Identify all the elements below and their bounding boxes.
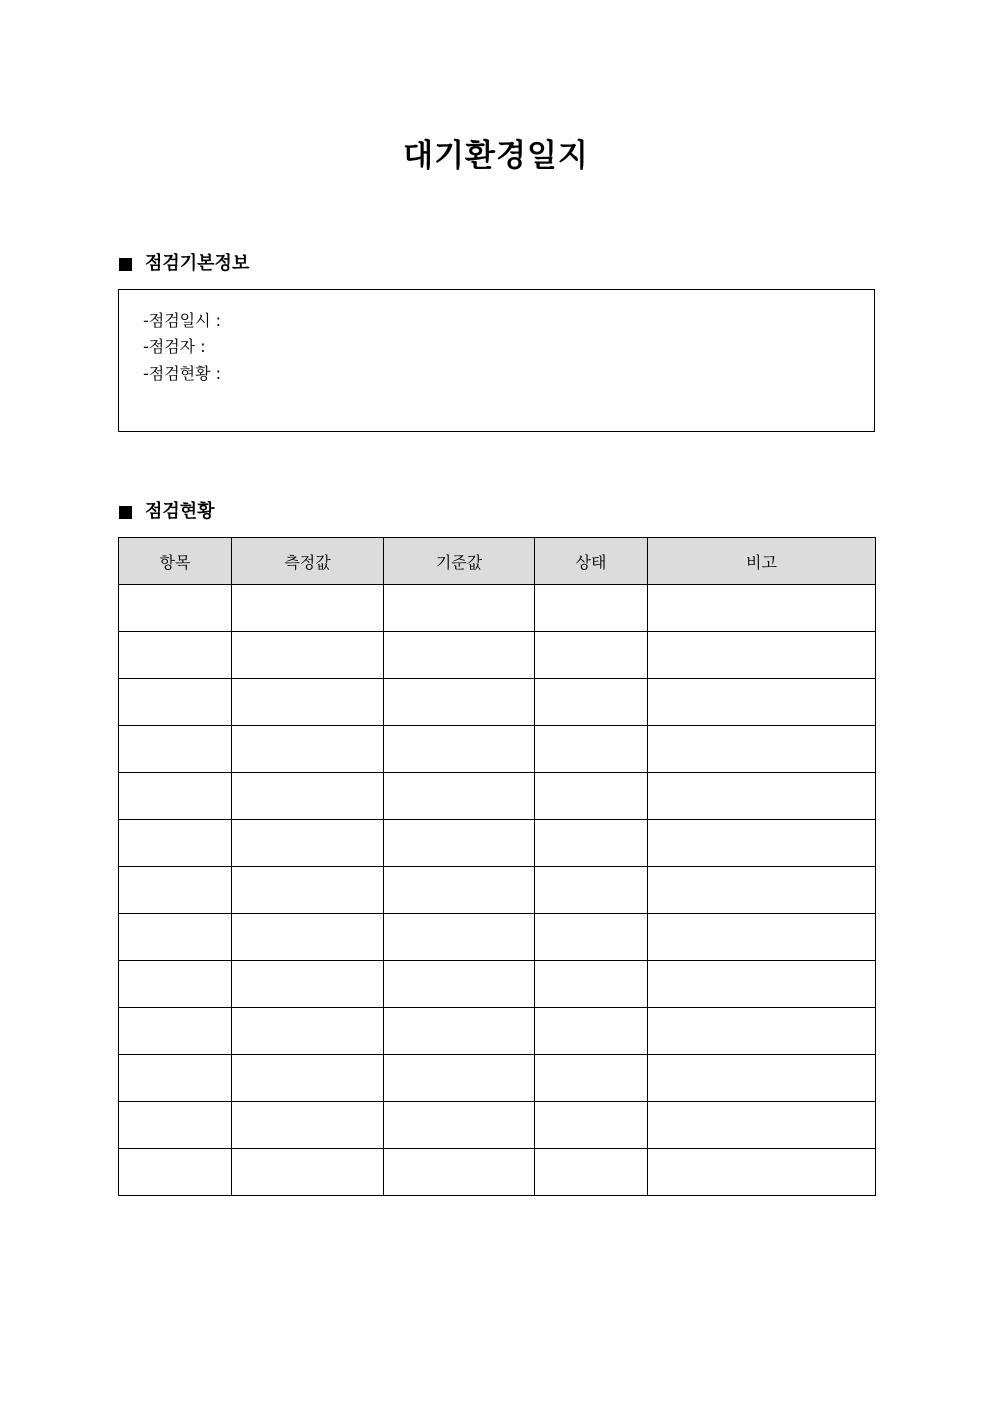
measured-value-cell[interactable] [232, 1149, 384, 1196]
remarks-cell[interactable] [648, 632, 876, 679]
status-cell[interactable] [535, 961, 648, 1008]
remarks-cell[interactable] [648, 1102, 876, 1149]
standard-value-cell[interactable] [384, 679, 535, 726]
measured-value-cell[interactable] [232, 820, 384, 867]
item-cell[interactable] [119, 1149, 232, 1196]
item-cell[interactable] [119, 1055, 232, 1102]
column-header-measured-value: 측정값 [232, 538, 384, 585]
status-cell[interactable] [535, 632, 648, 679]
remarks-cell[interactable] [648, 867, 876, 914]
remarks-cell[interactable] [648, 914, 876, 961]
item-cell[interactable] [119, 773, 232, 820]
table-row [119, 1149, 876, 1196]
table-header-row [119, 538, 876, 585]
remarks-cell[interactable] [648, 585, 876, 632]
measured-value-cell[interactable] [232, 679, 384, 726]
table-row [119, 1102, 876, 1149]
measured-value-cell[interactable] [232, 867, 384, 914]
inspection-date-line: -점검일시 : [143, 311, 222, 330]
standard-value-cell[interactable] [384, 820, 535, 867]
item-cell[interactable] [119, 585, 232, 632]
standard-value-cell[interactable] [384, 632, 535, 679]
measured-value-cell[interactable] [232, 726, 384, 773]
item-cell[interactable] [119, 867, 232, 914]
standard-value-cell[interactable] [384, 585, 535, 632]
table-row [119, 585, 876, 632]
status-cell[interactable] [535, 1055, 648, 1102]
status-cell[interactable] [535, 585, 648, 632]
column-header-remarks: 비고 [648, 538, 876, 585]
table-row [119, 820, 876, 867]
basic-info-box [118, 289, 875, 432]
remarks-cell[interactable] [648, 1008, 876, 1055]
status-cell[interactable] [535, 1102, 648, 1149]
measured-value-cell[interactable] [232, 1008, 384, 1055]
measured-value-cell[interactable] [232, 632, 384, 679]
page-title: 대기환경일지 [403, 138, 589, 174]
remarks-cell[interactable] [648, 961, 876, 1008]
standard-value-cell[interactable] [384, 914, 535, 961]
column-header-item: 항목 [119, 538, 232, 585]
table-row [119, 1008, 876, 1055]
inspection-table [118, 537, 876, 1196]
remarks-cell[interactable] [648, 726, 876, 773]
standard-value-cell[interactable] [384, 773, 535, 820]
status-cell[interactable] [535, 867, 648, 914]
measured-value-cell[interactable] [232, 914, 384, 961]
square-bullet-icon [119, 506, 132, 519]
remarks-cell[interactable] [648, 820, 876, 867]
item-cell[interactable] [119, 914, 232, 961]
table-row [119, 726, 876, 773]
measured-value-cell[interactable] [232, 961, 384, 1008]
standard-value-cell[interactable] [384, 867, 535, 914]
measured-value-cell[interactable] [232, 1102, 384, 1149]
status-cell[interactable] [535, 914, 648, 961]
standard-value-cell[interactable] [384, 1055, 535, 1102]
standard-value-cell[interactable] [384, 1102, 535, 1149]
column-header-status: 상태 [535, 538, 648, 585]
item-cell[interactable] [119, 1008, 232, 1055]
item-cell[interactable] [119, 726, 232, 773]
square-bullet-icon [119, 258, 132, 271]
standard-value-cell[interactable] [384, 726, 535, 773]
inspection-status-line: -점검현황 : [143, 364, 222, 383]
item-cell[interactable] [119, 632, 232, 679]
status-cell[interactable] [535, 679, 648, 726]
item-cell[interactable] [119, 1102, 232, 1149]
status-cell[interactable] [535, 773, 648, 820]
inspector-line: -점검자 : [143, 337, 206, 356]
table-row [119, 961, 876, 1008]
table-row [119, 679, 876, 726]
table-row [119, 632, 876, 679]
standard-value-cell[interactable] [384, 961, 535, 1008]
column-header-standard-value: 기준값 [384, 538, 535, 585]
item-cell[interactable] [119, 961, 232, 1008]
status-cell[interactable] [535, 1008, 648, 1055]
remarks-cell[interactable] [648, 1055, 876, 1102]
remarks-cell[interactable] [648, 679, 876, 726]
item-cell[interactable] [119, 820, 232, 867]
table-row [119, 914, 876, 961]
section-heading-label: 점검현황 [145, 501, 215, 522]
table-row [119, 867, 876, 914]
table-row [119, 773, 876, 820]
measured-value-cell[interactable] [232, 585, 384, 632]
measured-value-cell[interactable] [232, 1055, 384, 1102]
standard-value-cell[interactable] [384, 1008, 535, 1055]
section-heading-label: 점검기본정보 [145, 253, 250, 274]
remarks-cell[interactable] [648, 773, 876, 820]
status-cell[interactable] [535, 1149, 648, 1196]
section-heading-inspection-status [119, 499, 215, 525]
table-body [119, 585, 876, 1196]
table-row [119, 1055, 876, 1102]
remarks-cell[interactable] [648, 1149, 876, 1196]
status-cell[interactable] [535, 726, 648, 773]
item-cell[interactable] [119, 679, 232, 726]
standard-value-cell[interactable] [384, 1149, 535, 1196]
status-cell[interactable] [535, 820, 648, 867]
section-heading-basic-info [119, 251, 249, 277]
measured-value-cell[interactable] [232, 773, 384, 820]
